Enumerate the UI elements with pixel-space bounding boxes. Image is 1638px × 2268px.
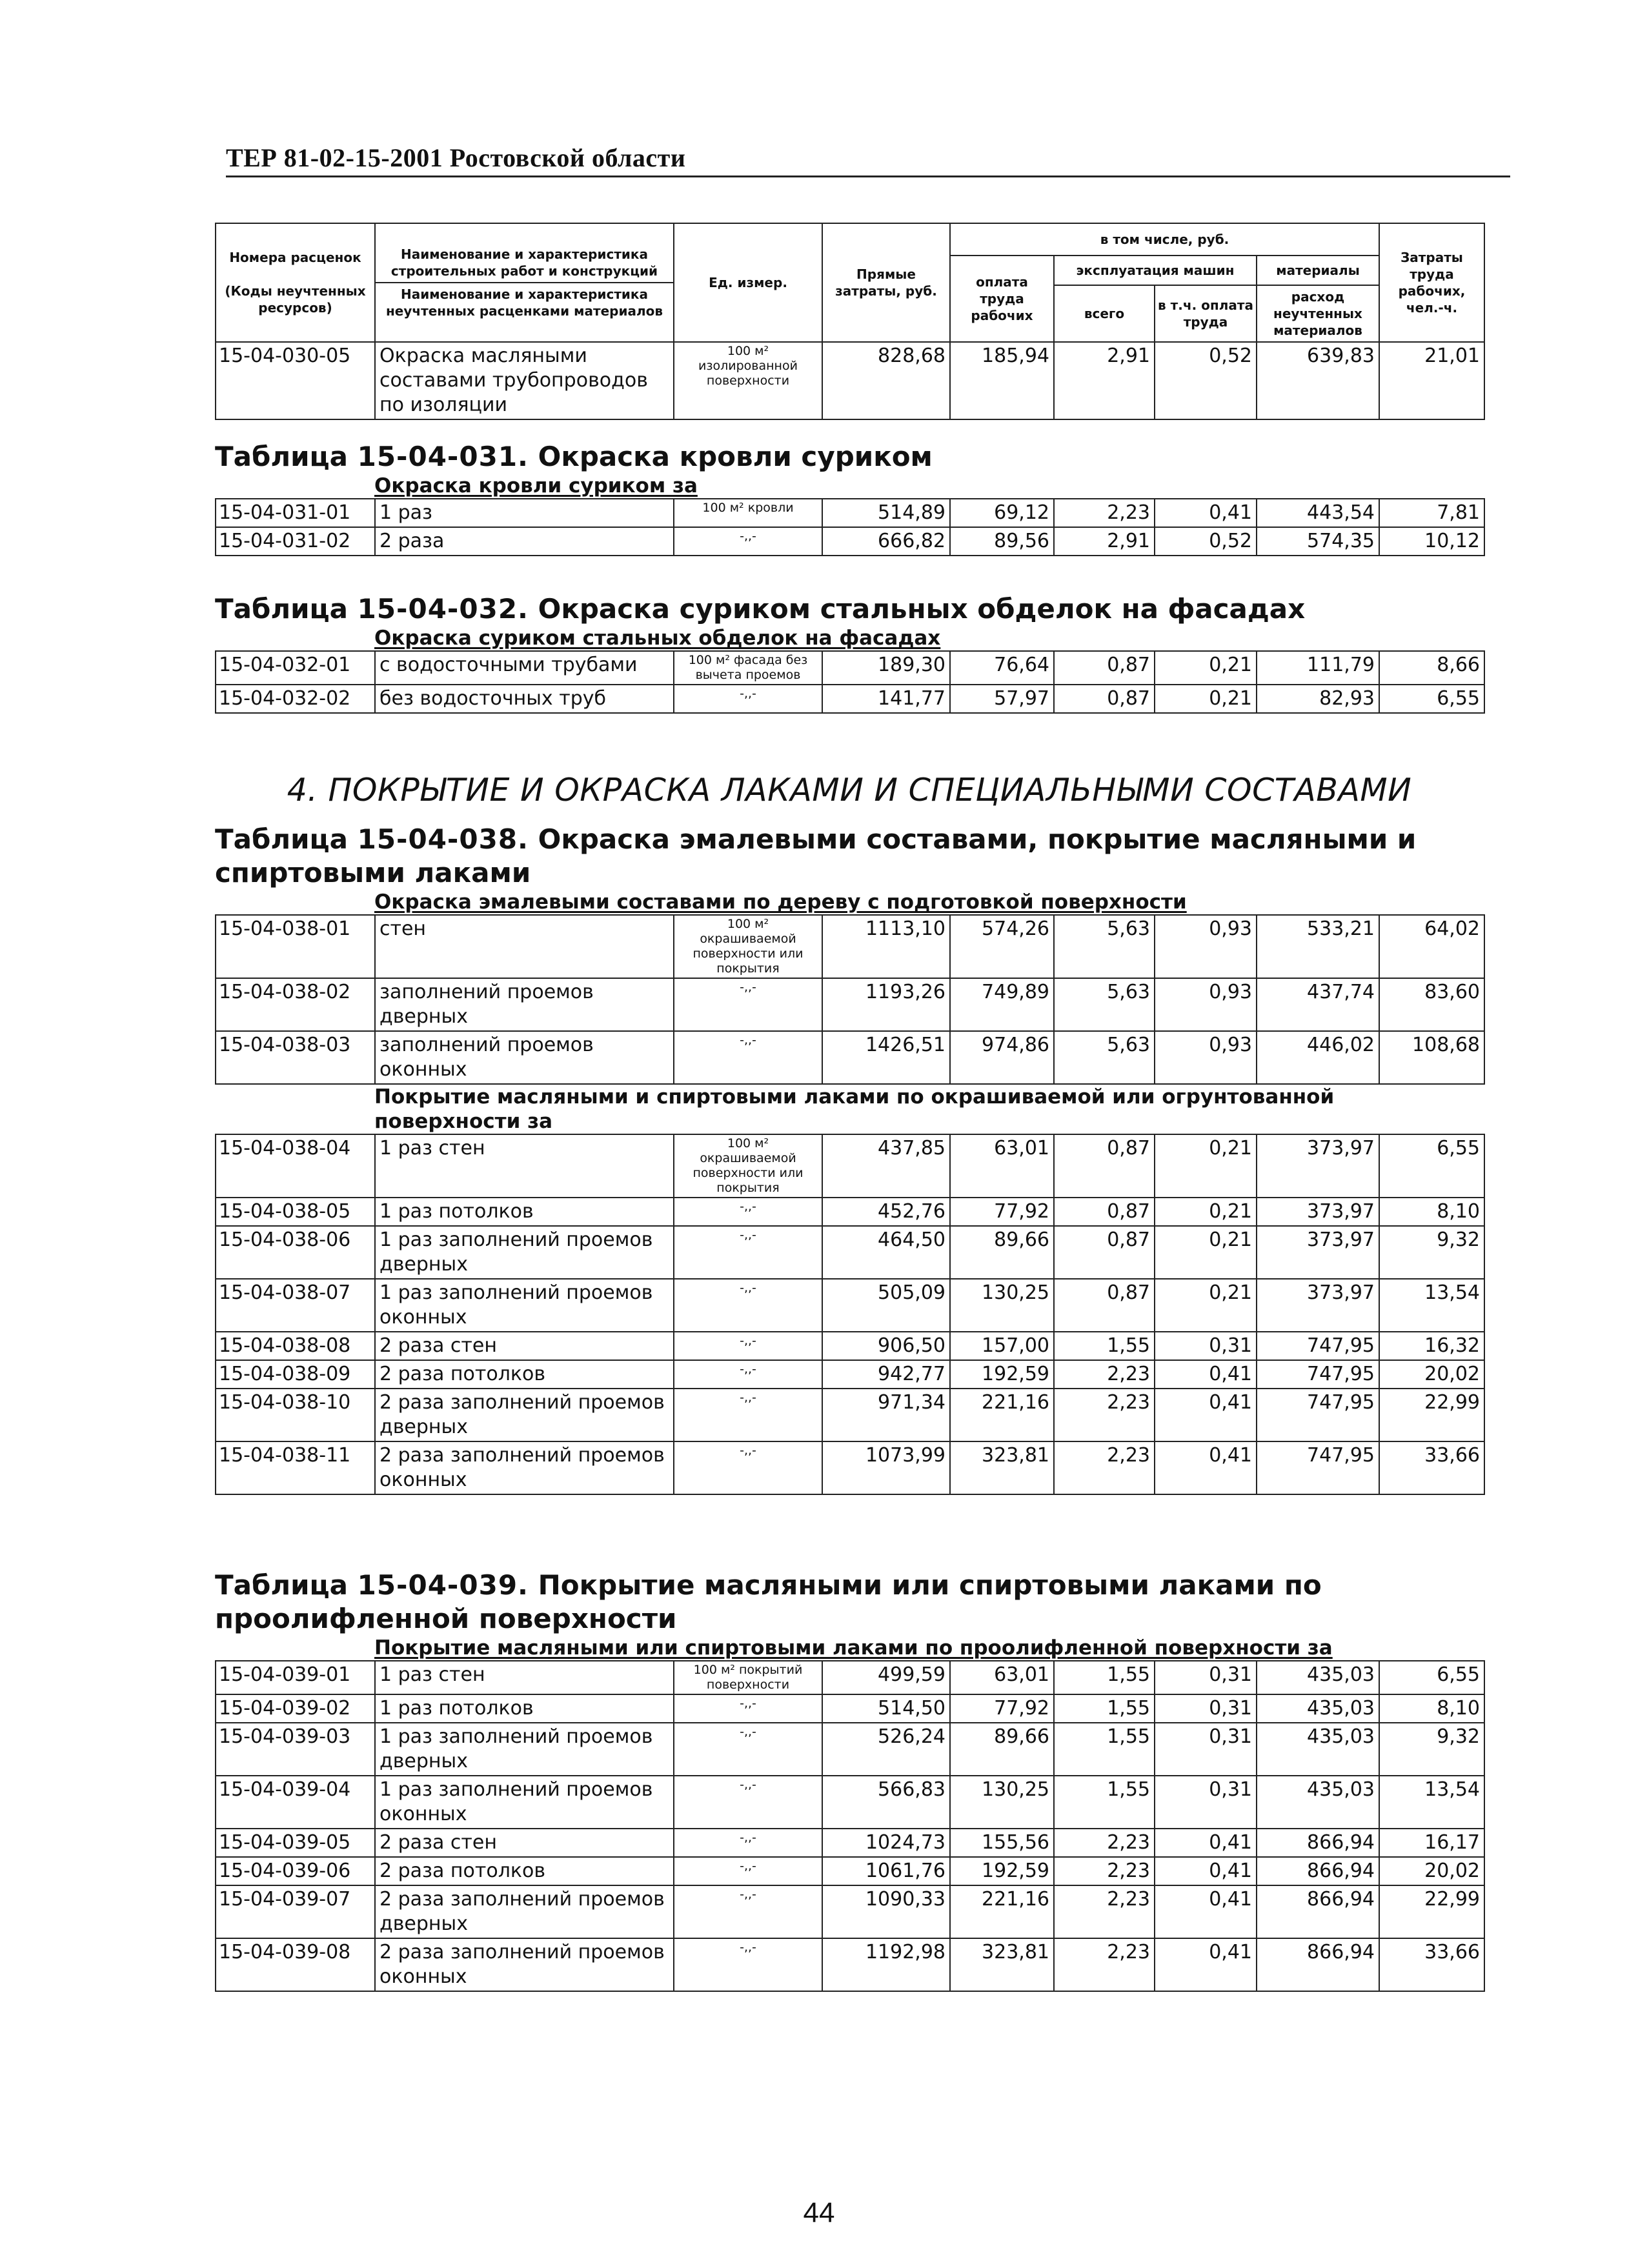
header-table: [215, 223, 1485, 420]
rate-labor-pay: 574,26: [950, 915, 1054, 978]
page-number: 44: [803, 2197, 835, 2229]
rate-labor-pay: 192,59: [950, 1360, 1054, 1389]
rate-hours: 20,02: [1379, 1857, 1484, 1885]
table-row: [216, 685, 1484, 713]
rate-machines-labor: 0,41: [1155, 1360, 1257, 1389]
table-row: [216, 1441, 1484, 1494]
table-row: [216, 1279, 1484, 1332]
rate-code: 15-04-032-02: [216, 685, 375, 713]
rate-code: 15-04-038-03: [216, 1031, 375, 1084]
rate-materials: 866,94: [1257, 1857, 1379, 1885]
rate-unit: -,,-: [674, 1198, 822, 1226]
rate-code: 15-04-038-07: [216, 1279, 375, 1332]
rate-machines-labor: 0,41: [1155, 1885, 1257, 1938]
table-row: [216, 1885, 1484, 1938]
table-title: Таблица 15-04-032. Окраска суриком стальных обделок на фасадах: [215, 593, 1306, 625]
col-unit-header: Ед. измер.: [674, 223, 822, 342]
rate-hours: 33,66: [1379, 1938, 1484, 1991]
rate-machines: 1,55: [1054, 1776, 1155, 1829]
rate-unit: 100 м² фасада без вычета проемов: [674, 651, 822, 685]
rate-name: заполнений проемов оконных: [375, 1031, 674, 1084]
table-row: [216, 1332, 1484, 1360]
rate-hours: 9,32: [1379, 1723, 1484, 1776]
rate-name: 1 раз заполнений проемов дверных: [375, 1723, 674, 1776]
rate-labor-pay: 323,81: [950, 1441, 1054, 1494]
rate-materials: 866,94: [1257, 1938, 1379, 1991]
rate-code: 15-04-038-10: [216, 1389, 375, 1441]
rate-name: 2 раза: [375, 527, 674, 556]
rate-unit: -,,-: [674, 1389, 822, 1441]
rate-machines: 1,55: [1054, 1661, 1155, 1694]
rate-materials: 111,79: [1257, 651, 1379, 685]
rate-machines-labor: 0,41: [1155, 499, 1257, 527]
rate-code: 15-04-039-08: [216, 1938, 375, 1991]
rates-table: [215, 1134, 1485, 1495]
rate-unit: 100 м² окрашиваемой поверхности или покрытия: [674, 1134, 822, 1198]
rate-hours: 22,99: [1379, 1389, 1484, 1441]
col-name-header: Наименование и характеристика строительных работ и конструкций Наименование и характеристика неучтенных расценками материалов: [375, 223, 674, 342]
rate-machines-labor: 0,31: [1155, 1332, 1257, 1360]
rate-machines-labor: 0,41: [1155, 1938, 1257, 1991]
rate-materials: 446,02: [1257, 1031, 1379, 1084]
table-subtitle: Окраска кровли суриком за: [374, 474, 698, 497]
rate-code: 15-04-039-06: [216, 1857, 375, 1885]
rate-machines-labor: 0,21: [1155, 685, 1257, 713]
rate-machines-labor: 0,41: [1155, 1857, 1257, 1885]
rate-machines: 2,23: [1054, 1938, 1155, 1991]
rate-machines-labor: 0,31: [1155, 1694, 1257, 1723]
rate-direct: 1113,10: [822, 915, 950, 978]
rate-hours: 33,66: [1379, 1441, 1484, 1494]
rate-name: 2 раза стен: [375, 1332, 674, 1360]
rate-name: 1 раз: [375, 499, 674, 527]
rate-code: 15-04-030-05: [216, 342, 375, 419]
table-row: [216, 651, 1484, 685]
rate-unit: -,,-: [674, 1031, 822, 1084]
rate-labor-pay: 192,59: [950, 1857, 1054, 1885]
rate-machines: 2,91: [1054, 342, 1155, 419]
rate-machines: 0,87: [1054, 651, 1155, 685]
rate-machines: 1,55: [1054, 1332, 1155, 1360]
rate-materials: 747,95: [1257, 1332, 1379, 1360]
table-row: [216, 527, 1484, 556]
col-machines-labor-header: в т.ч. оплата труда: [1155, 285, 1257, 342]
rate-direct: 1426,51: [822, 1031, 950, 1084]
rate-hours: 8,10: [1379, 1694, 1484, 1723]
rate-direct: 1192,98: [822, 1938, 950, 1991]
rate-machines-labor: 0,41: [1155, 1441, 1257, 1494]
rate-machines-labor: 0,52: [1155, 527, 1257, 556]
rate-machines-labor: 0,21: [1155, 1134, 1257, 1198]
rate-labor-pay: 69,12: [950, 499, 1054, 527]
rate-labor-pay: 155,56: [950, 1829, 1054, 1857]
rate-direct: 1061,76: [822, 1857, 950, 1885]
col-codes-header: Номера расценок (Коды неучтенных ресурсов): [216, 223, 375, 342]
rate-labor-pay: 130,25: [950, 1776, 1054, 1829]
rate-machines-labor: 0,31: [1155, 1661, 1257, 1694]
table-row: [216, 1776, 1484, 1829]
rate-unit: -,,-: [674, 1857, 822, 1885]
rate-hours: 8,66: [1379, 651, 1484, 685]
table-row: [216, 1389, 1484, 1441]
rate-code: 15-04-031-01: [216, 499, 375, 527]
rate-name: Окраска масляными составами трубопроводов по изоляции: [375, 342, 674, 419]
rate-name: 2 раза стен: [375, 1829, 674, 1857]
rate-name: 2 раза потолков: [375, 1360, 674, 1389]
rate-name: 2 раза заполнений проемов оконных: [375, 1441, 674, 1494]
rate-machines: 2,23: [1054, 1360, 1155, 1389]
rate-labor-pay: 89,66: [950, 1723, 1054, 1776]
rate-code: 15-04-038-05: [216, 1198, 375, 1226]
rate-hours: 64,02: [1379, 915, 1484, 978]
rate-direct: 514,89: [822, 499, 950, 527]
rate-machines: 2,91: [1054, 527, 1155, 556]
section-heading: 4. ПОКРЫТИЕ И ОКРАСКА ЛАКАМИ И СПЕЦИАЛЬНЫМИ СОСТАВАМИ: [287, 772, 1412, 808]
rates-table: [215, 498, 1485, 556]
rate-materials: 443,54: [1257, 499, 1379, 527]
rate-code: 15-04-038-08: [216, 1332, 375, 1360]
rate-machines: 2,23: [1054, 499, 1155, 527]
rate-unit: -,,-: [674, 1694, 822, 1723]
rate-hours: 6,55: [1379, 1661, 1484, 1694]
rate-name: с водосточными трубами: [375, 651, 674, 685]
rate-labor-pay: 76,64: [950, 651, 1054, 685]
rate-code: 15-04-039-04: [216, 1776, 375, 1829]
rate-direct: 189,30: [822, 651, 950, 685]
col-machines-total-header: всего: [1054, 285, 1155, 342]
table-title: Таблица 15-04-031. Окраска кровли суриком: [215, 441, 933, 472]
rate-code: 15-04-032-01: [216, 651, 375, 685]
table-row: [216, 1829, 1484, 1857]
rate-direct: 1193,26: [822, 978, 950, 1031]
rate-name: 2 раза заполнений проемов дверных: [375, 1389, 674, 1441]
rate-unit: -,,-: [674, 1279, 822, 1332]
table-15-04-038: [215, 823, 1484, 1495]
rate-name: стен: [375, 915, 674, 978]
rate-direct: 906,50: [822, 1332, 950, 1360]
table-15-04-039: [215, 1569, 1484, 1992]
rate-unit: -,,-: [674, 1332, 822, 1360]
col-incl-header: в том числе, руб.: [950, 223, 1379, 256]
rate-labor-pay: 89,66: [950, 1226, 1054, 1279]
rate-materials: 435,03: [1257, 1776, 1379, 1829]
rate-machines: 0,87: [1054, 1226, 1155, 1279]
rate-name: 2 раза заполнений проемов оконных: [375, 1938, 674, 1991]
rate-code: 15-04-038-11: [216, 1441, 375, 1494]
rate-materials: 437,74: [1257, 978, 1379, 1031]
rate-code: 15-04-039-01: [216, 1661, 375, 1694]
rate-hours: 10,12: [1379, 527, 1484, 556]
table-15-04-032: [215, 592, 1484, 714]
rate-labor-pay: 77,92: [950, 1694, 1054, 1723]
rate-direct: 1024,73: [822, 1829, 950, 1857]
table-row: [216, 1226, 1484, 1279]
rate-hours: 22,99: [1379, 1885, 1484, 1938]
rate-name: 2 раза потолков: [375, 1857, 674, 1885]
table-row: [216, 1661, 1484, 1694]
table-row: [216, 1723, 1484, 1776]
table-subtitle: Покрытие масляными и спиртовыми лаками по окрашиваемой или огрунтованной поверхности за: [374, 1085, 1335, 1133]
table-15-04-031: [215, 440, 1484, 556]
rate-machines: 0,87: [1054, 1198, 1155, 1226]
rate-materials: 533,21: [1257, 915, 1379, 978]
rate-name: 1 раз потолков: [375, 1198, 674, 1226]
rates-table: [215, 1660, 1485, 1992]
rate-hours: 8,10: [1379, 1198, 1484, 1226]
rate-materials: 373,97: [1257, 1134, 1379, 1198]
rate-hours: 13,54: [1379, 1279, 1484, 1332]
rate-name: без водосточных труб: [375, 685, 674, 713]
rate-hours: 13,54: [1379, 1776, 1484, 1829]
rate-machines-labor: 0,41: [1155, 1389, 1257, 1441]
rate-machines: 0,87: [1054, 1134, 1155, 1198]
rate-direct: 452,76: [822, 1198, 950, 1226]
rate-materials: 435,03: [1257, 1694, 1379, 1723]
rate-unit: -,,-: [674, 1938, 822, 1991]
table-title: Таблица 15-04-039. Покрытие масляными или спиртовыми лаками по проолифленной поверхности: [215, 1569, 1322, 1634]
col-machines-header: эксплуатация машин: [1054, 256, 1257, 285]
table-row: [216, 1857, 1484, 1885]
rate-machines: 1,55: [1054, 1694, 1155, 1723]
rate-name: 2 раза заполнений проемов дверных: [375, 1885, 674, 1938]
rate-machines: 2,23: [1054, 1829, 1155, 1857]
rates-table: [215, 650, 1485, 714]
rate-materials: 373,97: [1257, 1198, 1379, 1226]
table-row: [216, 1134, 1484, 1198]
rate-unit: -,,-: [674, 1226, 822, 1279]
rate-machines-labor: 0,21: [1155, 1279, 1257, 1332]
rate-machines-labor: 0,21: [1155, 651, 1257, 685]
rate-labor-pay: 323,81: [950, 1938, 1054, 1991]
rate-code: 15-04-039-07: [216, 1885, 375, 1938]
table-row: [216, 1198, 1484, 1226]
rate-direct: 828,68: [822, 342, 950, 419]
rate-materials: 747,95: [1257, 1441, 1379, 1494]
rate-machines-labor: 0,93: [1155, 978, 1257, 1031]
table-row: [216, 978, 1484, 1031]
col-hours-header: Затраты труда рабочих, чел.-ч.: [1379, 223, 1484, 342]
rate-machines: 5,63: [1054, 978, 1155, 1031]
rate-machines-labor: 0,31: [1155, 1776, 1257, 1829]
rate-machines-labor: 0,41: [1155, 1829, 1257, 1857]
table-title: Таблица 15-04-038. Окраска эмалевыми составами, покрытие масляными и спиртовыми лаками: [215, 823, 1417, 888]
rate-unit: -,,-: [674, 1441, 822, 1494]
rate-machines: 1,55: [1054, 1723, 1155, 1776]
rate-direct: 464,50: [822, 1226, 950, 1279]
rate-labor-pay: 130,25: [950, 1279, 1054, 1332]
rate-hours: 7,81: [1379, 499, 1484, 527]
rate-machines: 0,87: [1054, 685, 1155, 713]
rate-labor-pay: 63,01: [950, 1661, 1054, 1694]
rate-machines: 2,23: [1054, 1441, 1155, 1494]
table-subtitle: Покрытие масляными или спиртовыми лаками по проолифленной поверхности за: [374, 1636, 1333, 1660]
rate-direct: 437,85: [822, 1134, 950, 1198]
rate-materials: 866,94: [1257, 1885, 1379, 1938]
rate-machines-labor: 0,93: [1155, 915, 1257, 978]
rate-machines-labor: 0,52: [1155, 342, 1257, 419]
table-row: [216, 1031, 1484, 1084]
rate-name: 1 раз стен: [375, 1134, 674, 1198]
rate-materials: 435,03: [1257, 1661, 1379, 1694]
table-row: [216, 915, 1484, 978]
rate-unit: -,,-: [674, 527, 822, 556]
rate-unit: -,,-: [674, 1829, 822, 1857]
rate-code: 15-04-038-01: [216, 915, 375, 978]
rate-unit: 100 м² покрытий поверхности: [674, 1661, 822, 1694]
table-subtitle: Окраска эмалевыми составами по дереву с подготовкой поверхности: [374, 890, 1187, 914]
rate-name: заполнений проемов дверных: [375, 978, 674, 1031]
rates-table: [215, 914, 1485, 1085]
rate-labor-pay: 749,89: [950, 978, 1054, 1031]
column-header-table: [215, 223, 1484, 420]
rate-direct: 942,77: [822, 1360, 950, 1389]
rate-hours: 108,68: [1379, 1031, 1484, 1084]
rate-unit: -,,-: [674, 1885, 822, 1938]
rate-unit: -,,-: [674, 685, 822, 713]
col-materials-header: материалы: [1257, 256, 1379, 285]
col-labor-pay-header: оплата труда рабочих: [950, 256, 1054, 342]
table-row: [216, 342, 1484, 419]
rate-hours: 83,60: [1379, 978, 1484, 1031]
rate-hours: 16,17: [1379, 1829, 1484, 1857]
rate-code: 15-04-031-02: [216, 527, 375, 556]
rate-materials: 435,03: [1257, 1723, 1379, 1776]
rate-direct: 514,50: [822, 1694, 950, 1723]
rate-materials: 373,97: [1257, 1279, 1379, 1332]
rate-unit: 100 м² изолированной поверхности: [674, 342, 822, 419]
rate-materials: 82,93: [1257, 685, 1379, 713]
rate-machines: 2,23: [1054, 1857, 1155, 1885]
rate-materials: 373,97: [1257, 1226, 1379, 1279]
rate-labor-pay: 89,56: [950, 527, 1054, 556]
rate-direct: 499,59: [822, 1661, 950, 1694]
rate-hours: 21,01: [1379, 342, 1484, 419]
rate-machines: 0,87: [1054, 1279, 1155, 1332]
rate-labor-pay: 974,86: [950, 1031, 1054, 1084]
rate-direct: 505,09: [822, 1279, 950, 1332]
rate-name: 1 раз потолков: [375, 1694, 674, 1723]
page-header-text: ТЕР 81-02-15-2001 Ростовской области: [226, 143, 686, 172]
rate-hours: 6,55: [1379, 1134, 1484, 1198]
rate-machines-labor: 0,21: [1155, 1198, 1257, 1226]
rate-name: 1 раз заполнений проемов оконных: [375, 1279, 674, 1332]
col-direct-header: Прямые затраты, руб.: [822, 223, 950, 342]
rate-code: 15-04-038-02: [216, 978, 375, 1031]
table-row: [216, 499, 1484, 527]
rate-materials: 747,95: [1257, 1360, 1379, 1389]
rate-materials: 639,83: [1257, 342, 1379, 419]
rate-code: 15-04-039-05: [216, 1829, 375, 1857]
rate-labor-pay: 57,97: [950, 685, 1054, 713]
page-header: [226, 135, 1510, 177]
rate-unit: 100 м² кровли: [674, 499, 822, 527]
rate-labor-pay: 77,92: [950, 1198, 1054, 1226]
rate-direct: 141,77: [822, 685, 950, 713]
table-row: [216, 1938, 1484, 1991]
rate-code: 15-04-038-09: [216, 1360, 375, 1389]
rate-hours: 20,02: [1379, 1360, 1484, 1389]
rate-labor-pay: 221,16: [950, 1885, 1054, 1938]
rate-code: 15-04-038-06: [216, 1226, 375, 1279]
rate-unit: -,,-: [674, 1723, 822, 1776]
table-row: [216, 1694, 1484, 1723]
rate-hours: 16,32: [1379, 1332, 1484, 1360]
rate-direct: 666,82: [822, 527, 950, 556]
rate-machines: 5,63: [1054, 915, 1155, 978]
rate-code: 15-04-039-02: [216, 1694, 375, 1723]
rate-unit: -,,-: [674, 978, 822, 1031]
rate-unit: -,,-: [674, 1776, 822, 1829]
table-subtitle: Окраска суриком стальных обделок на фасадах: [374, 627, 941, 650]
rate-machines: 5,63: [1054, 1031, 1155, 1084]
rate-direct: 526,24: [822, 1723, 950, 1776]
rate-direct: 1073,99: [822, 1441, 950, 1494]
rate-direct: 566,83: [822, 1776, 950, 1829]
table-row: [216, 1360, 1484, 1389]
rate-name: 1 раз стен: [375, 1661, 674, 1694]
rate-hours: 6,55: [1379, 685, 1484, 713]
rate-machines: 2,23: [1054, 1885, 1155, 1938]
rate-direct: 1090,33: [822, 1885, 950, 1938]
rate-name: 1 раз заполнений проемов дверных: [375, 1226, 674, 1279]
rate-code: 15-04-039-03: [216, 1723, 375, 1776]
rate-code: 15-04-038-04: [216, 1134, 375, 1198]
rate-direct: 971,34: [822, 1389, 950, 1441]
rate-machines-labor: 0,21: [1155, 1226, 1257, 1279]
rate-name: 1 раз заполнений проемов оконных: [375, 1776, 674, 1829]
rate-machines-labor: 0,31: [1155, 1723, 1257, 1776]
rate-unit: -,,-: [674, 1360, 822, 1389]
rate-unit: 100 м² окрашиваемой поверхности или покрытия: [674, 915, 822, 978]
rate-labor-pay: 185,94: [950, 342, 1054, 419]
rate-labor-pay: 221,16: [950, 1389, 1054, 1441]
rate-labor-pay: 157,00: [950, 1332, 1054, 1360]
col-materials-sub-header: расход неучтенных материалов: [1257, 285, 1379, 342]
rate-materials: 574,35: [1257, 527, 1379, 556]
rate-materials: 747,95: [1257, 1389, 1379, 1441]
rate-machines-labor: 0,93: [1155, 1031, 1257, 1084]
rate-materials: 866,94: [1257, 1829, 1379, 1857]
rate-labor-pay: 63,01: [950, 1134, 1054, 1198]
rate-machines: 2,23: [1054, 1389, 1155, 1441]
rate-hours: 9,32: [1379, 1226, 1484, 1279]
